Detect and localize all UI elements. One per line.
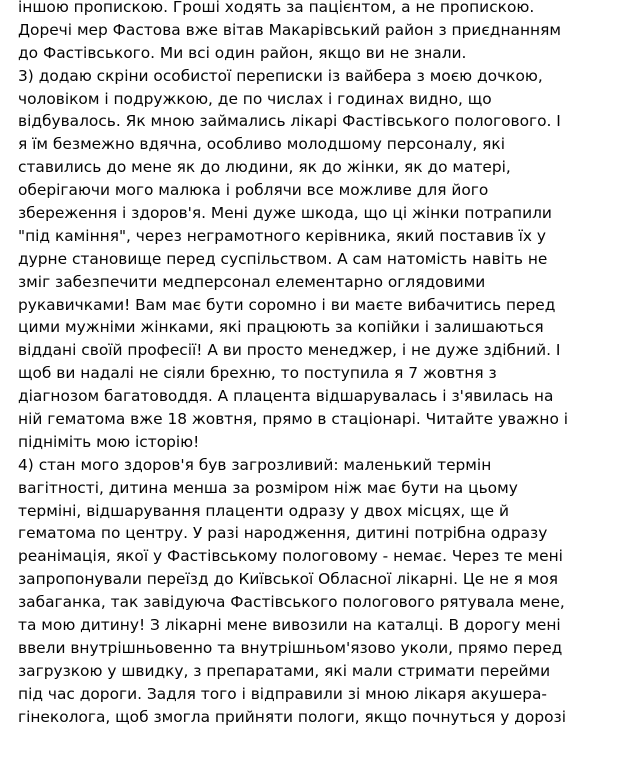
text-line: іншою пропискою. Гроші ходять за пацієнтом, а не пропискою. <box>18 0 535 16</box>
text-line: відбувалось. Як мною займались лікарі Фастівського пологового. І <box>18 112 561 131</box>
text-line: цими мужніми жінками, які працюють за копійки і залишаються <box>18 318 544 337</box>
text-line: під час дороги. Задля того і відправили зі мною лікаря акушера- <box>18 684 547 703</box>
text-line: запропонували переїзд до Київської Обласної лікарні. Це не я моя <box>18 570 559 589</box>
text-line: та мою дитину! З лікарні мене вивозили на каталці. В дорогу мені <box>18 616 561 635</box>
text-line: 3) додаю скріни особистої переписки із вайбера з моєю дочкою, <box>18 66 543 85</box>
text-line: гематома по центру. У разі народження, дитині потрібна одразу <box>18 524 548 543</box>
text-line: дурне становище перед суспільством. А сам натомість навіть не <box>18 249 548 268</box>
text-line: я їм безмежно вдячна, особливо молодшому персоналу, які <box>18 135 505 154</box>
text-line: підніміть мою історію! <box>18 432 200 451</box>
text-line: ввели внутрішньовенно та внутрішньом'язово уколи, прямо перед <box>18 638 563 657</box>
post-text <box>18 0 616 729</box>
text-line: вагітності, дитина менша за розміром ніж має бути на цьому <box>18 478 518 497</box>
text-line: гінеколога, щоб змогла прийняти пологи, якщо почнуться у дорозі <box>18 707 566 726</box>
text-line: рукавичками! Вам має бути соромно і ви маєте вибачитись перед <box>18 295 556 314</box>
text-line: терміні, відшарування плаценти одразу у двох місцях, ще й <box>18 501 509 520</box>
text-line: щоб ви надалі не сіяли брехню, то поступила я 7 жовтня з <box>18 364 497 383</box>
text-line: віддані своїй професії! А ви просто менеджер, і не дуже здібний. І <box>18 341 561 360</box>
text-line: забаганка, так завідуюча Фастівського пологового рятувала мене, <box>18 593 565 612</box>
text-line: загрузкою у швидку, з препаратами, які мали стримати перейми <box>18 661 551 680</box>
text-line: Доречі мер Фастова вже вітав Макарівський район з приєднанням <box>18 20 561 39</box>
text-line: до Фастівського. Ми всі один район, якщо ви не знали. <box>18 43 467 62</box>
text-line: ній гематома вже 18 жовтня, прямо в стаціонарі. Читайте уважно і <box>18 410 569 429</box>
text-line: оберігаючи мого малюка і роблячи все можливе для його <box>18 181 489 200</box>
text-line: зміг забезпечити медперсонал елементарно оглядовими <box>18 272 486 291</box>
text-line: ставились до мене як до людини, як до жінки, як до матері, <box>18 158 511 177</box>
text-line: збереження і здоров'я. Мені дуже шкода, що ці жінки потрапили <box>18 204 552 223</box>
text-line: 4) стан мого здоров'я був загрозливий: маленький термін <box>18 455 492 474</box>
text-line: діагнозом багатоводдя. А плацента відшарувалась і з'явилась на <box>18 387 554 406</box>
text-line: реанімація, якої у Фастівському пологовому - немає. Через те мені <box>18 547 563 566</box>
text-line: "під каміння", через неграмотного керівника, який поставив їх у <box>18 226 547 245</box>
text-line: чоловіком і подружкою, де по числах і годинах видно, що <box>18 89 492 108</box>
